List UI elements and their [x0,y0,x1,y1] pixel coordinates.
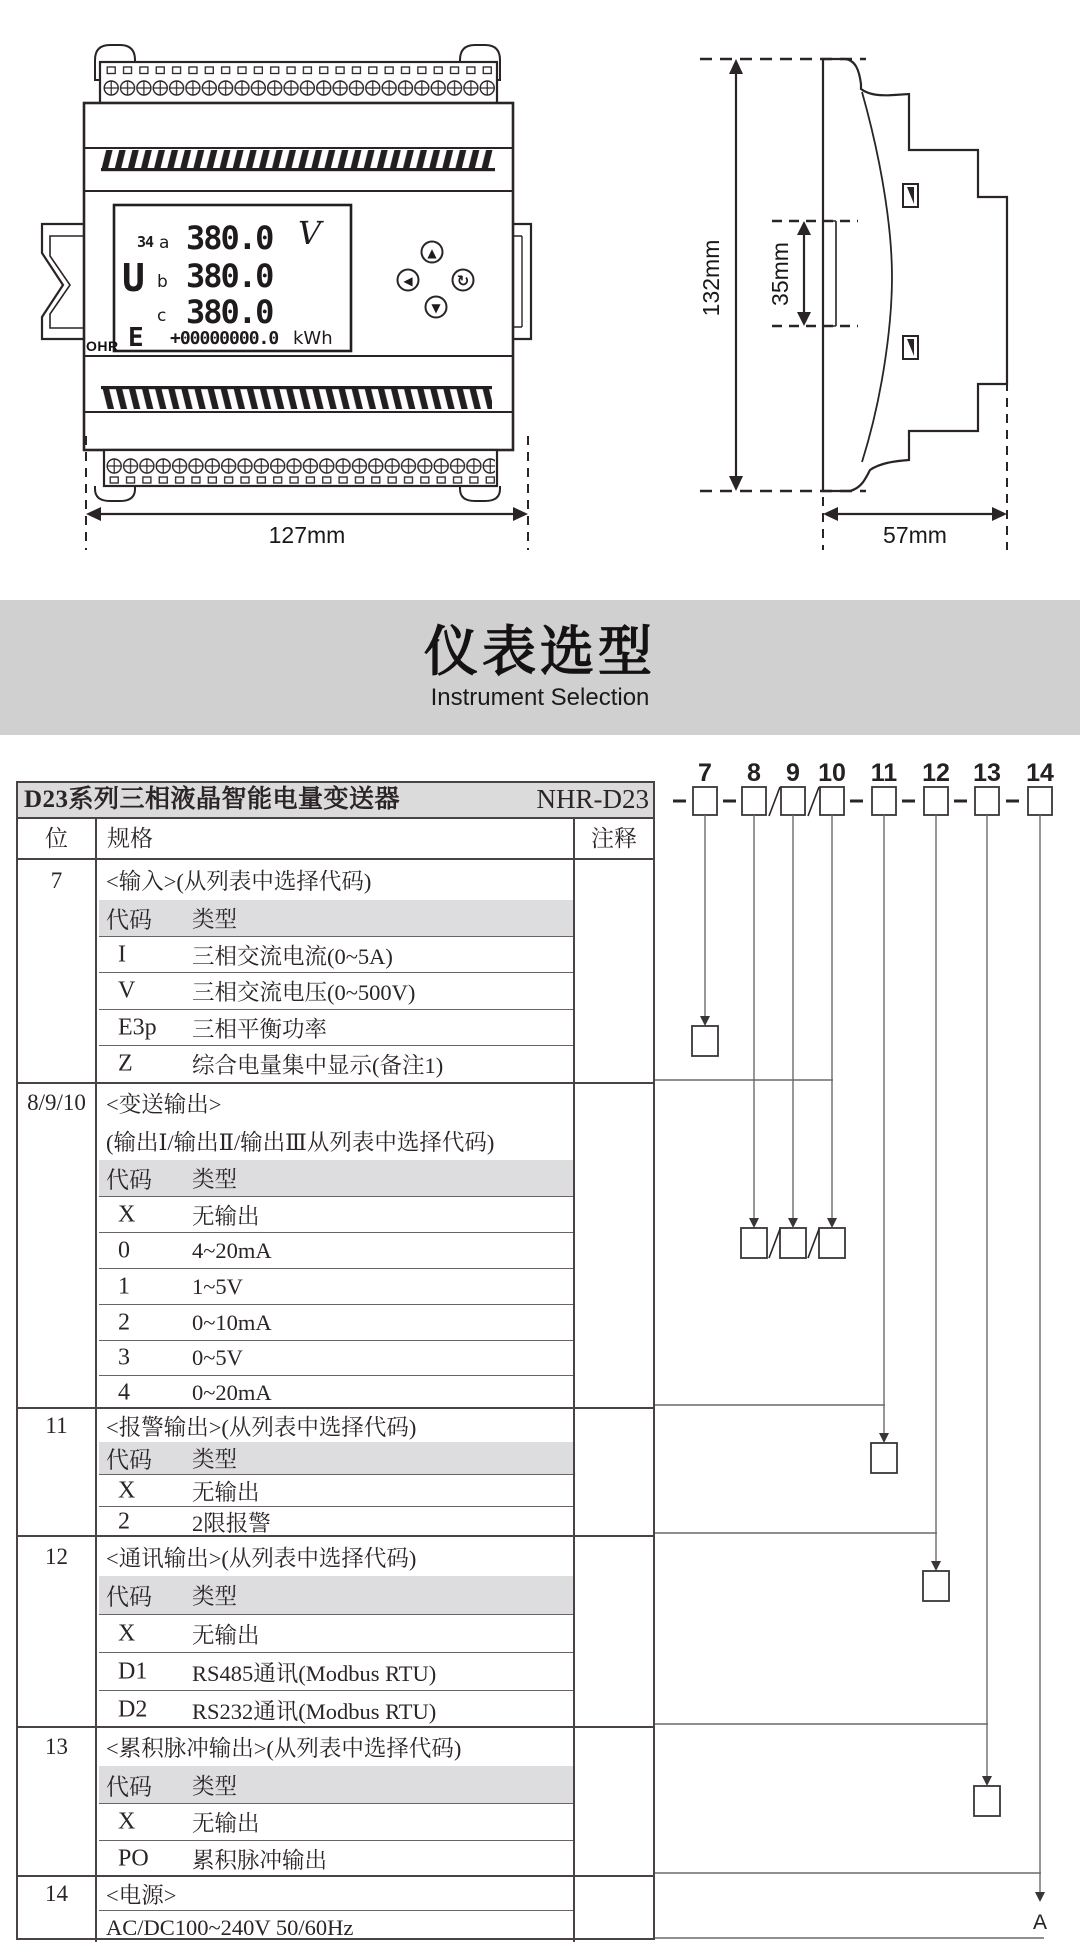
position-number-11: 11 [870,759,898,787]
section-comm-output [18,1535,653,1726]
up-icon: ▲ [427,246,437,260]
model-code: NHR-D23 [536,784,649,814]
section-pos: 14 [18,1877,97,1942]
lcd-energy-label: E [128,323,144,353]
section-pos: 7 [18,860,97,1082]
enter-icon: ↻ [456,272,470,290]
code-separators [673,787,1019,816]
section-title: <通讯输出>(从列表中选择代码) [106,1545,417,1571]
option-row: V 三相交流电压(0~500V) [99,972,573,1009]
section-pos: 13 [18,1728,97,1875]
header-note: 注释 [591,826,637,851]
section-pos: 8/9/10 [18,1084,97,1407]
section-input [18,858,653,1082]
rail-dim-label: 35mm [767,242,793,306]
section-title: <输入>(从列表中选择代码) [106,869,372,894]
option-row: X 无输出 [99,1196,573,1232]
depth-dimension [823,350,1007,550]
option-row: PO 累积脉冲输出 [99,1840,573,1877]
rail-dimension [767,221,858,326]
option-row: 3 0~5V [99,1340,573,1375]
option-row: 2 2限报警 [99,1506,573,1537]
series-title: D23系列三相液晶智能电量变送器 [24,786,401,813]
lcd-unit: V [298,214,322,252]
terminal-block-top [100,62,497,103]
section-subtitle: (输出Ⅰ/输出Ⅱ/输出Ⅲ从列表中选择代码) [106,1130,495,1155]
section-alarm-output [18,1407,653,1535]
position-number-7: 7 [698,759,712,787]
lcd-value-c: 380.0 [186,293,273,331]
option-row: Z 综合电量集中显示(备注1) [99,1045,573,1082]
code-type-header: 代码 类型 [99,1576,573,1614]
example-code: A [1032,1911,1048,1934]
height-dim-label: 132mm [698,239,724,317]
lcd-phase-a-label: a [159,233,170,253]
section-pos: 12 [18,1537,97,1726]
position-number-13: 13 [973,759,1001,787]
option-row: 1 1~5V [99,1268,573,1304]
code-type-header: 代码 类型 [99,1160,573,1196]
lcd-energy-unit: kWh [293,328,333,349]
option-row: D2 RS232通讯(Modbus RTU) [99,1690,573,1728]
lcd-u-label: U [122,256,145,300]
target-boxes [692,1026,1000,1816]
target-box-slashes [769,1229,819,1258]
position-number-10: 10 [818,759,846,787]
section-title: <累积脉冲输出>(从列表中选择代码) [106,1736,462,1761]
lcd-phase-indicator: 34 [137,233,154,251]
code-boxes [693,787,1052,815]
lcd-energy-value: +00000000.0 [170,328,279,349]
left-icon: ◀ [403,274,413,288]
section-title: <报警输出>(从列表中选择代码) [106,1414,417,1440]
code-type-header: 代码 类型 [99,900,573,936]
selection-table [16,781,655,1940]
option-row: X 无输出 [99,1614,573,1652]
section-pulse-output [18,1726,653,1875]
code-type-header: 代码 类型 [99,1442,573,1474]
code-type-header: 代码 类型 [99,1766,573,1803]
leader-lines [655,815,1044,1938]
position-number-12: 12 [922,759,950,787]
option-row: E3p 三相平衡功率 [99,1009,573,1045]
table-title-row [18,783,653,819]
header-spec: 规格 [99,819,575,858]
section-title: <电源> [106,1882,177,1908]
option-row: 4 0~20mA [99,1375,573,1409]
table-header-row [18,819,653,858]
option-row: 0 4~20mA [99,1232,573,1268]
brand-logo: OHR [86,338,119,354]
header-pos: 位 [18,819,97,858]
down-icon: ▼ [431,301,441,315]
section-banner [0,600,1080,735]
option-row: D1 RS485通讯(Modbus RTU) [99,1652,573,1690]
option-row: 2 0~10mA [99,1304,573,1340]
option-row: X 无输出 [99,1474,573,1506]
dimension-drawings [0,0,1080,595]
banner-subtitle: Instrument Selection [430,684,650,711]
leader-arrowheads [700,1016,1045,1902]
terminal-block-bottom [95,450,500,501]
section-transmit-output [18,1082,653,1407]
power-spec-row: AC/DC100~240V 50/60Hz [99,1910,573,1944]
section-title: <变送输出> [106,1092,222,1117]
banner-title: 仪表选型 [424,622,656,682]
lcd-phase-b-label: b [157,272,168,292]
lcd-display [114,205,351,353]
option-row: I 三相交流电流(0~5A) [99,936,573,972]
section-power [18,1875,653,1942]
lcd-phase-c-label: c [157,306,167,326]
section-pos: 11 [18,1409,97,1535]
side-view [823,59,1007,491]
option-row: X 无输出 [99,1803,573,1840]
position-number-8: 8 [747,759,761,787]
depth-dim-label: 57mm [883,522,947,548]
position-number-9: 9 [786,759,800,787]
lcd-value-b: 380.0 [186,257,273,295]
width-dim-label: 127mm [268,522,346,548]
lcd-value-a: 380.0 [186,219,273,257]
position-number-14: 14 [1026,759,1054,787]
